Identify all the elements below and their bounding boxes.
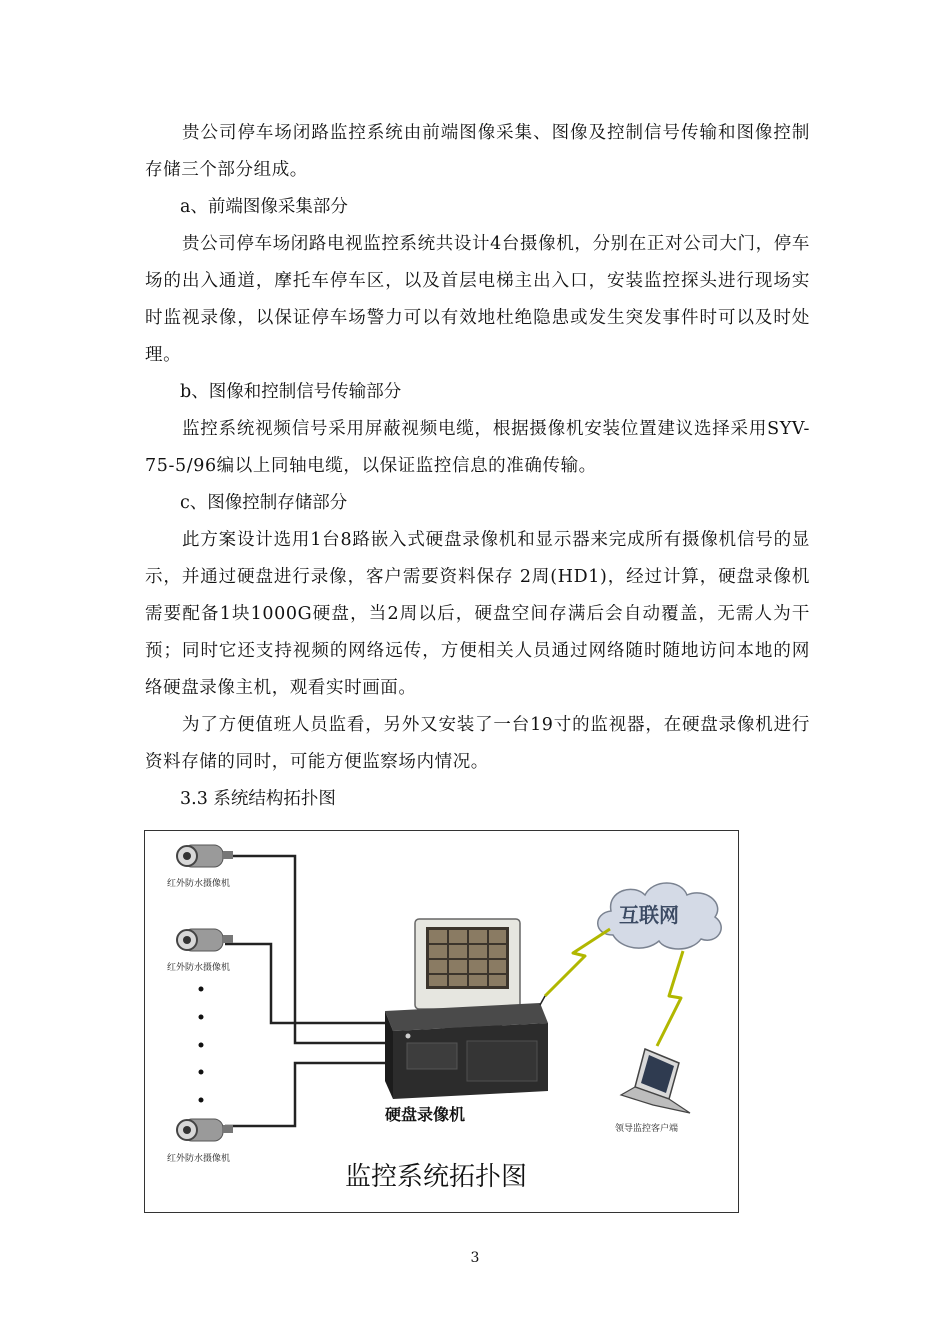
camera-label: 红外防水摄像机 [167, 1153, 231, 1163]
diagram-caption: 监控系统拓扑图 [345, 1162, 528, 1192]
section-a-body: 贵公司停车场闭路电视监控系统共设计4台摄像机，分别在正对公司大门，停车场的出入通道，摩托车停车区，以及首层电梯主出入口，安装监控探头进行现场实时监视录像，以保证停车场警力可以有效地杜绝隐患或发生突发事件时可以及时处理。 [145, 234, 810, 365]
ellipsis-dots [199, 987, 204, 1103]
intro-paragraph: 贵公司停车场闭路监控系统由前端图像采集、图像及控制信号传输和图像控制存储三个部分组成。 [145, 123, 810, 180]
section-b-title: b、图像和控制信号传输部分 [180, 382, 402, 402]
section-heading-3-3: 3.3 系统结构拓扑图 [180, 789, 336, 809]
dvr-label: 硬盘录像机 [385, 1107, 466, 1124]
section-c-body-2: 为了方便值班人员监看，另外又安装了一台19寸的监视器，在硬盘录像机进行资料存储的同时，可能方便监察场内情况。 [145, 715, 810, 772]
section-c-title: c、图像控制存储部分 [180, 493, 348, 513]
topology-figure [144, 830, 739, 1213]
laptop-icon [621, 1049, 690, 1113]
cable-lines [225, 856, 385, 1126]
camera-icon [177, 1119, 233, 1141]
camera-icon [177, 929, 233, 951]
section-b-body: 监控系统视频信号采用屏蔽视频电缆，根据摄像机安装位置建议选择采用SYV-75-5/96编以上同轴电缆，以保证监控信息的准确传输。 [145, 419, 810, 476]
camera-label: 红外防水摄像机 [167, 878, 231, 888]
camera-label: 红外防水摄像机 [167, 962, 231, 972]
client-label: 领导监控客户端 [615, 1123, 679, 1133]
internet-label: 互联网 [619, 903, 679, 927]
section-c-body-1: 此方案设计选用1台8路嵌入式硬盘录像机和显示器来完成所有摄像机信号的显示，并通过硬盘进行录像，客户需要资料保存 2周(HD1)，经过计算，硬盘录像机需要配备1块1000G硬盘，当2周以后，硬盘空间存满后会自动覆盖，无需人为干预；同时它还支持视频的网络远传，方便相关人员通过网络随时随地访问本地的网络硬盘录像主机，观看实时画面。 [145, 530, 810, 698]
camera-icon [177, 845, 233, 867]
wireless-link-icon [545, 929, 683, 1046]
page-number: 3 [470, 1250, 480, 1266]
section-a-title: a、前端图像采集部分 [180, 197, 348, 217]
dvr-icon [385, 1003, 548, 1099]
